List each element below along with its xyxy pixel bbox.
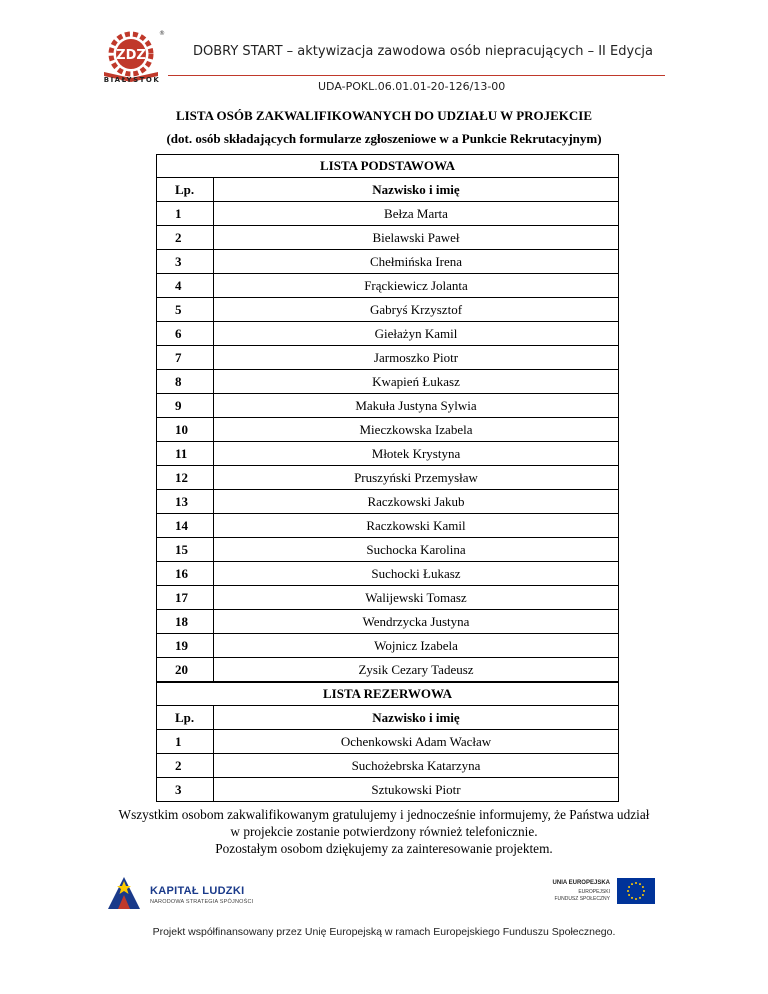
eu-subtitle-line: EUROPEJSKI (578, 889, 610, 895)
reserve-list-title: LISTA REZERWOWA (157, 683, 619, 706)
row-name: Suchocki Łukasz (214, 562, 619, 586)
table-row (157, 634, 619, 658)
main-list-table (156, 154, 619, 682)
row-name: Raczkowski Kamil (214, 514, 619, 538)
table-row (157, 514, 619, 538)
row-name: Bełza Marta (214, 202, 619, 226)
row-number: 16 (157, 562, 214, 586)
footer-line: w projekcie zostanie potwierdzony również telefonicznie. (230, 824, 538, 839)
table-row (157, 418, 619, 442)
eu-star (643, 890, 645, 892)
table-row (157, 346, 619, 370)
reserve-list-header-row (157, 706, 619, 730)
table-row (157, 730, 619, 754)
row-name: Suchożebrska Katarzyna (214, 754, 619, 778)
row-number: 8 (157, 370, 214, 394)
row-number: 1 (157, 202, 214, 226)
table-row (157, 586, 619, 610)
eu-star (642, 894, 644, 896)
table-row (157, 466, 619, 490)
row-name: Bielawski Paweł (214, 226, 619, 250)
row-name: Raczkowski Jakub (214, 490, 619, 514)
row-name: Sztukowski Piotr (214, 778, 619, 802)
document-subtitle: (dot. osób składających formularze zgłoszeniowe w a Punkcie Rekrutacyjnym) (166, 131, 602, 146)
row-number: 18 (157, 610, 214, 634)
table-row (157, 562, 619, 586)
row-name: Giełażyn Kamil (214, 322, 619, 346)
cofinancing-note: Projekt współfinansowany przez Unię Europejską w ramach Europejskiego Funduszu Społecznego. (152, 926, 616, 938)
eu-star (639, 897, 641, 899)
table-row (157, 274, 619, 298)
reserve-list-table (156, 682, 619, 802)
col-lp-header: Lp. (157, 706, 214, 730)
table-row (157, 370, 619, 394)
main-list-title: LISTA PODSTAWOWA (157, 155, 619, 178)
row-number: 3 (157, 778, 214, 802)
document-title: LISTA OSÓB ZAKWALIFIKOWANYCH DO UDZIAŁU W PROJEKCIE (175, 108, 593, 123)
eu-star (628, 894, 630, 896)
table-row (157, 202, 619, 226)
table-row (157, 322, 619, 346)
row-number: 15 (157, 538, 214, 562)
row-name: Jarmoszko Piotr (214, 346, 619, 370)
eu-title: UNIA EUROPEJSKA (552, 880, 610, 886)
main-list-title-row (157, 155, 619, 178)
project-code: UDA-POKL.06.01.01-20-126/13-00 (318, 80, 506, 93)
svg-text:®: ® (159, 30, 165, 37)
row-name: Chełmińska Irena (214, 250, 619, 274)
row-number: 14 (157, 514, 214, 538)
kapital-ludzki-logo (104, 873, 144, 913)
row-number: 19 (157, 634, 214, 658)
reserve-list-title-row (157, 683, 619, 706)
footer-line: Wszystkim osobom zakwalifikowanym gratulujemy i jednocześnie informujemy, że Państwa udział (118, 807, 650, 822)
row-name: Wendrzycka Justyna (214, 610, 619, 634)
table-row (157, 250, 619, 274)
footer-line: Pozostałym osobom dziękujemy za zainteresowanie projektem. (215, 841, 553, 856)
row-name: Ochenkowski Adam Wacław (214, 730, 619, 754)
main-list-header-row (157, 178, 619, 202)
row-number: 17 (157, 586, 214, 610)
col-name-header: Nazwisko i imię (214, 178, 619, 202)
row-name: Pruszyński Przemysław (214, 466, 619, 490)
project-title: DOBRY START – aktywizacja zawodowa osób niepracujących – II Edycja (193, 44, 653, 59)
row-name: Makuła Justyna Sylwia (214, 394, 619, 418)
row-name: Walijewski Tomasz (214, 586, 619, 610)
row-number: 9 (157, 394, 214, 418)
logo-text: ZDZ (116, 48, 146, 63)
eu-star (635, 882, 637, 884)
row-number: 11 (157, 442, 214, 466)
row-name: Wojnicz Izabela (214, 634, 619, 658)
table-row (157, 754, 619, 778)
kl-title: KAPITAŁ LUDZKI (150, 885, 245, 897)
row-number: 7 (157, 346, 214, 370)
row-number: 2 (157, 754, 214, 778)
row-number: 10 (157, 418, 214, 442)
eu-flag-icon (617, 878, 655, 904)
table-row (157, 298, 619, 322)
row-name: Frąckiewicz Jolanta (214, 274, 619, 298)
table-row (157, 658, 619, 682)
table-row (157, 226, 619, 250)
eu-star (627, 890, 629, 892)
table-row (157, 610, 619, 634)
logo-city: BIAŁYSTOK (103, 76, 161, 84)
row-number: 6 (157, 322, 214, 346)
eu-star (642, 886, 644, 888)
row-name: Mieczkowska Izabela (214, 418, 619, 442)
table-row (157, 442, 619, 466)
row-name: Kwapień Łukasz (214, 370, 619, 394)
table-row (157, 394, 619, 418)
col-lp-header: Lp. (157, 178, 214, 202)
table-row (157, 778, 619, 802)
row-number: 1 (157, 730, 214, 754)
row-name: Zysik Cezary Tadeusz (214, 658, 619, 682)
eu-star (635, 898, 637, 900)
table-row (157, 490, 619, 514)
row-number: 13 (157, 490, 214, 514)
table-row (157, 538, 619, 562)
header-divider (168, 75, 665, 76)
eu-star (631, 897, 633, 899)
row-number: 20 (157, 658, 214, 682)
kl-subtitle: NARODOWA STRATEGIA SPÓJNOŚCI (150, 899, 254, 905)
footer-message (0, 806, 768, 857)
row-name: Gabryś Krzysztof (214, 298, 619, 322)
row-number: 4 (157, 274, 214, 298)
eu-star (628, 886, 630, 888)
col-name-header: Nazwisko i imię (214, 706, 619, 730)
row-name: Suchocka Karolina (214, 538, 619, 562)
row-name: Młotek Krystyna (214, 442, 619, 466)
eu-subtitle-line: FUNDUSZ SPOŁECZNY (554, 896, 610, 902)
eu-star (631, 883, 633, 885)
row-number: 12 (157, 466, 214, 490)
row-number: 5 (157, 298, 214, 322)
row-number: 3 (157, 250, 214, 274)
eu-star (639, 883, 641, 885)
row-number: 2 (157, 226, 214, 250)
